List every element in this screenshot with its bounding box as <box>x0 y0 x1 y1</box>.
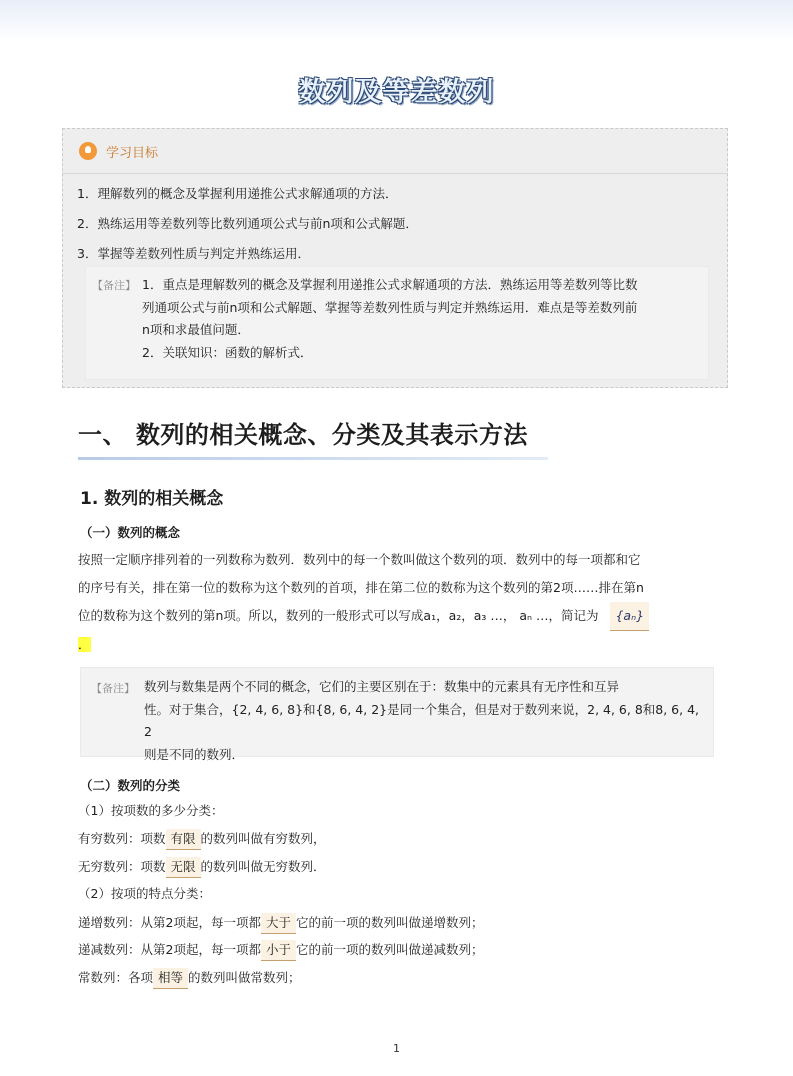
goals-note-box <box>85 266 709 380</box>
document-title: 数列及等差数列 <box>298 77 495 108</box>
learning-goals-title: 学习目标 <box>106 146 159 161</box>
answer-blank: 相等 <box>153 968 188 989</box>
paragraph-line: 的序号有关，排在第一位的数称为这个数列的首项，排在第二位的数称为这个数列的第2项……排在第n <box>78 580 644 595</box>
goal-item: 3．掌握等差数列性质与判定并熟练运用． <box>77 246 310 261</box>
note-line: 则是不同的数列． <box>144 746 245 762</box>
note-line: 1．重点是理解数列的概念及掌握利用递推公式求解通项的方法．熟练运用等差数列等比数 <box>142 277 638 292</box>
note-line: 数列与数集是两个不同的概念，它们的主要区别在于：数集中的元素具有无序性和互异 <box>144 679 620 694</box>
by-count-heading: （1）按项数的多少分类： <box>78 803 224 818</box>
by-feature-heading: （2）按项的特点分类： <box>78 886 211 901</box>
learning-goals-box <box>62 128 728 388</box>
line-text: 有穷数列：项数 <box>78 831 166 846</box>
sequence-note-box <box>80 667 714 762</box>
page-number: 1 <box>393 1042 400 1055</box>
line-text: 它的前一项的数列叫做递减数列； <box>295 942 484 957</box>
classification-heading: （二）数列的分类 <box>80 778 181 793</box>
goal-item: 2．熟练运用等差数列等比数列通项公式与前n项和公式解题． <box>77 216 418 231</box>
note-line: n项和求最值问题． <box>142 322 250 337</box>
line-text: 递增数列：从第2项起，每一项都 <box>78 915 261 930</box>
answer-blank: 小于 <box>261 940 296 961</box>
line-text: 它的前一项的数列叫做递增数列； <box>295 915 484 930</box>
line-text: 的数列叫做无穷数列． <box>200 859 326 874</box>
lightbulb-icon <box>79 142 97 160</box>
line-text: 递减数列：从第2项起，每一项都 <box>78 942 261 957</box>
sequence-note-text <box>144 676 709 766</box>
paragraph-line <box>78 602 718 631</box>
paragraph-line <box>78 631 718 659</box>
note-line: 列通项公式与前n项和公式解题、掌握等差数列性质与判定并熟练运用．难点是等差数列前 <box>142 299 638 315</box>
increasing-sequence-line <box>78 913 484 934</box>
highlighted-period: ． <box>78 637 91 652</box>
answer-blank: 无限 <box>166 857 201 878</box>
goals-note-text <box>142 274 702 364</box>
note-tag: 【备注】 <box>92 279 136 292</box>
infinite-sequence-line <box>78 857 326 878</box>
note-tag: 【备注】 <box>91 682 135 695</box>
note-line: 2．关联知识：函数的解析式． <box>142 344 313 360</box>
paragraph-line-text: 位的数称为这个数列的第n项。所以，数列的一般形式可以写成a₁，a₂，a₃ …， aₙ …，简记为 <box>78 608 599 623</box>
line-text: 的数列叫做有穷数列， <box>200 831 326 846</box>
concept-paragraph <box>78 546 718 659</box>
line-text: 常数列：各项 <box>78 970 154 985</box>
section-title: 一、 数列的相关概念、分类及其表示方法 <box>78 421 528 449</box>
notation-blank: {aₙ} <box>610 602 649 631</box>
answer-blank: 有限 <box>166 829 201 850</box>
learning-goals-list <box>77 181 717 271</box>
header-band <box>0 0 793 40</box>
concept-heading: （一）数列的概念 <box>80 525 181 540</box>
paragraph-line: 按照一定顺序排列着的一列数称为数列．数列中的每一个数叫做这个数列的项．数列中的每一项都和它 <box>78 552 641 567</box>
constant-sequence-line <box>78 968 301 989</box>
learning-goals-header <box>63 129 727 174</box>
decreasing-sequence-line <box>78 940 484 961</box>
note-line: 性。对于集合，{2, 4, 6, 8}和{8, 6, 4, 2}是同一个集合，但是对于数列来说，2, 4, 6, 8和8, 6, 4, 2 <box>144 701 699 739</box>
line-text: 的数列叫做常数列； <box>188 970 301 985</box>
finite-sequence-line <box>78 829 326 850</box>
section-underline <box>78 457 548 460</box>
answer-blank: 大于 <box>261 913 296 934</box>
goal-item: 1．理解数列的概念及掌握利用递推公式求解通项的方法． <box>77 186 398 201</box>
subsection-title: 1. 数列的相关概念 <box>80 489 224 509</box>
line-text: 无穷数列：项数 <box>78 859 166 874</box>
